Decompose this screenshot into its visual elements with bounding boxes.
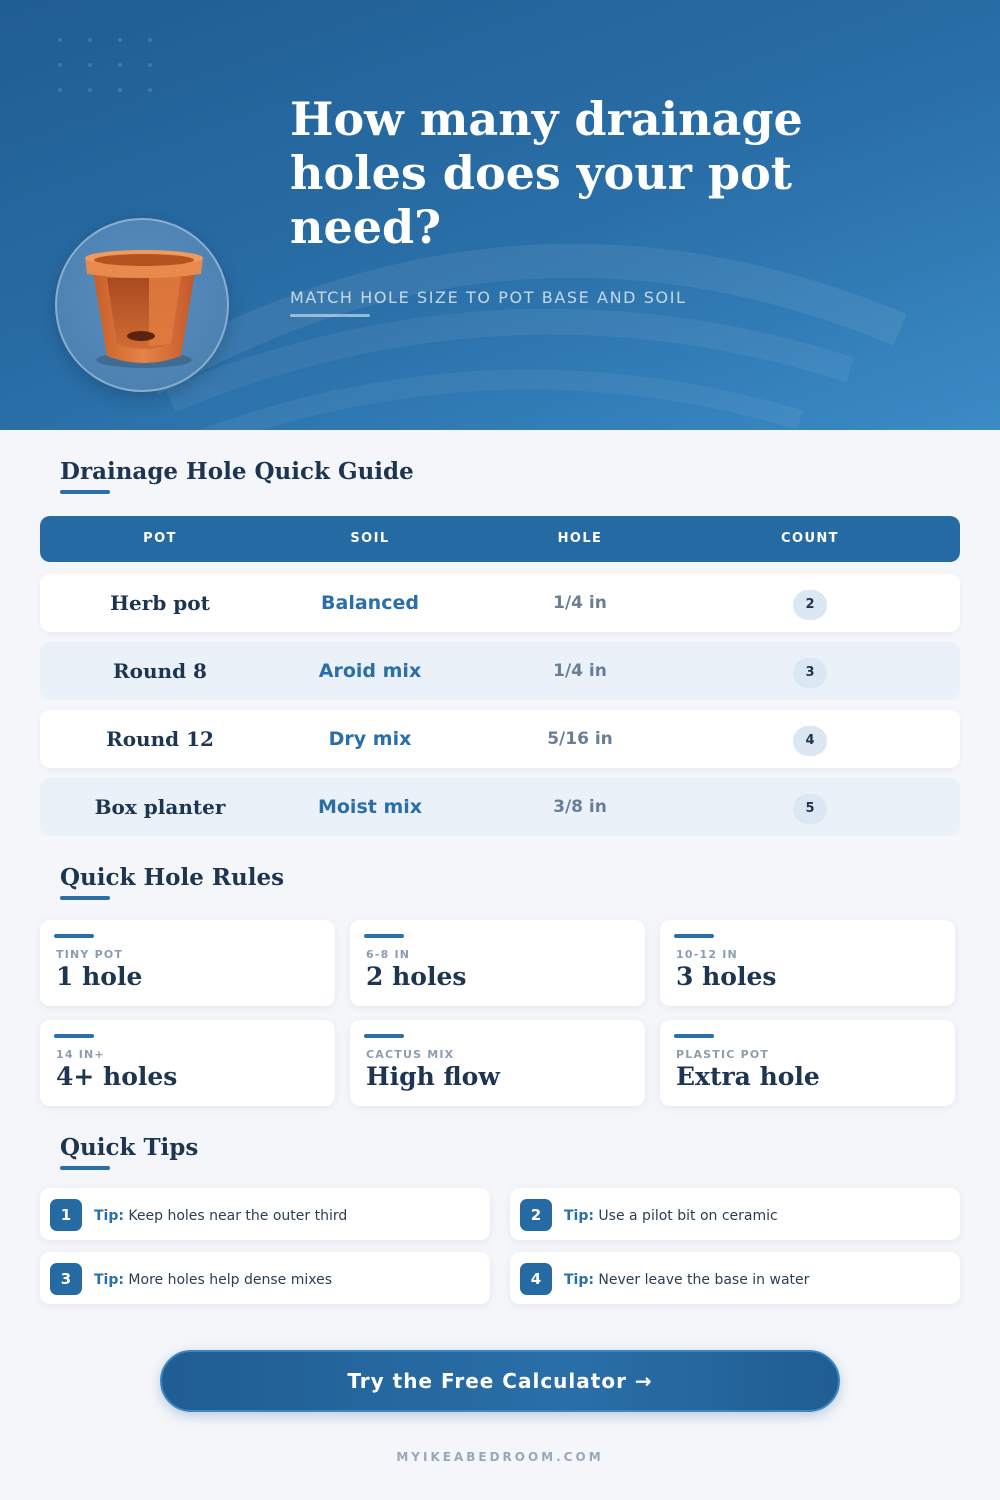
rule-value: 1 hole (56, 962, 143, 991)
cell-hole: 5/16 in (547, 729, 613, 749)
guide-title-underline (60, 490, 110, 494)
rule-caption: 6-8 IN (366, 948, 411, 961)
tip-text: Keep holes near the outer third (128, 1208, 348, 1224)
rule-caption: 10-12 IN (676, 948, 738, 961)
page-title: How many drainage holes does your pot need? (290, 92, 803, 254)
rule-value: Extra hole (676, 1062, 820, 1091)
tip-text: Never leave the base in water (598, 1272, 810, 1288)
pot-illustration (55, 218, 229, 392)
card-accent (54, 934, 94, 938)
table-row (40, 574, 960, 632)
cell-hole: 3/8 in (553, 797, 607, 817)
rules-title-underline (60, 896, 110, 900)
cell-hole: 1/4 in (553, 593, 607, 613)
cell-soil: Aroid mix (318, 660, 422, 682)
card-accent (364, 1034, 404, 1038)
tip-label: Tip: (94, 1208, 124, 1224)
guide-section-title: Drainage Hole Quick Guide (60, 458, 414, 485)
tip-card (510, 1188, 960, 1240)
rule-caption: 14 IN+ (56, 1048, 105, 1061)
count-badge: 3 (793, 658, 827, 688)
cell-pot: Herb pot (110, 591, 210, 615)
rules-section-title: Quick Hole Rules (60, 864, 285, 891)
cell-pot: Round 12 (106, 727, 214, 751)
card-accent (364, 934, 404, 938)
rule-value: High flow (366, 1062, 500, 1091)
card-accent (54, 1034, 94, 1038)
tip-label: Tip: (564, 1272, 594, 1288)
cell-soil: Dry mix (328, 728, 412, 750)
column-header-soil: SOIL (350, 531, 390, 546)
rule-card (350, 1020, 645, 1106)
tip-card (40, 1252, 490, 1304)
count-badge: 5 (793, 794, 827, 824)
tip-text: More holes help dense mixes (128, 1272, 332, 1288)
rule-caption: TINY POT (56, 948, 124, 961)
subtitle-underline (290, 314, 370, 317)
table-header (40, 516, 960, 562)
hero-banner (0, 0, 1000, 430)
rule-caption: PLASTIC POT (676, 1048, 770, 1061)
tips-section-title: Quick Tips (60, 1134, 199, 1161)
table-row (40, 710, 960, 768)
tip-card (510, 1252, 960, 1304)
rule-card (660, 920, 955, 1006)
card-accent (674, 1034, 714, 1038)
rule-value: 4+ holes (56, 1062, 178, 1091)
rule-value: 2 holes (366, 962, 467, 991)
column-header-pot: POT (143, 531, 177, 546)
free-calculator-button[interactable]: Try the Free Calculator → (160, 1350, 840, 1412)
cell-hole: 1/4 in (553, 661, 607, 681)
tips-title-underline (60, 1166, 110, 1170)
table-row (40, 778, 960, 836)
column-header-count: COUNT (781, 531, 839, 546)
cell-pot: Round 8 (113, 659, 207, 683)
count-badge: 4 (793, 726, 827, 756)
tip-label: Tip: (94, 1272, 124, 1288)
rule-card (660, 1020, 955, 1106)
rule-card (40, 920, 335, 1006)
column-header-hole: HOLE (557, 531, 603, 546)
card-accent (674, 934, 714, 938)
cell-pot: Box planter (94, 795, 226, 819)
tip-number: 1 (50, 1199, 82, 1231)
page-subtitle: MATCH HOLE SIZE TO POT BASE AND SOIL (290, 288, 687, 307)
terracotta-pot-icon (57, 220, 231, 394)
rule-card (350, 920, 645, 1006)
tip-text: Use a pilot bit on ceramic (598, 1208, 778, 1224)
footer-site-link[interactable]: MYIKEABEDROOM.COM (396, 1450, 604, 1464)
table-row (40, 642, 960, 700)
tip-label: Tip: (564, 1208, 594, 1224)
rule-value: 3 holes (676, 962, 777, 991)
cell-soil: Balanced (321, 592, 419, 614)
rule-card (40, 1020, 335, 1106)
rule-caption: CACTUS MIX (366, 1048, 455, 1061)
tip-card (40, 1188, 490, 1240)
decorative-dots (58, 38, 158, 98)
tip-number: 3 (50, 1263, 82, 1295)
count-badge: 2 (793, 590, 827, 620)
cell-soil: Moist mix (317, 796, 423, 818)
tip-number: 2 (520, 1199, 552, 1231)
tip-number: 4 (520, 1263, 552, 1295)
